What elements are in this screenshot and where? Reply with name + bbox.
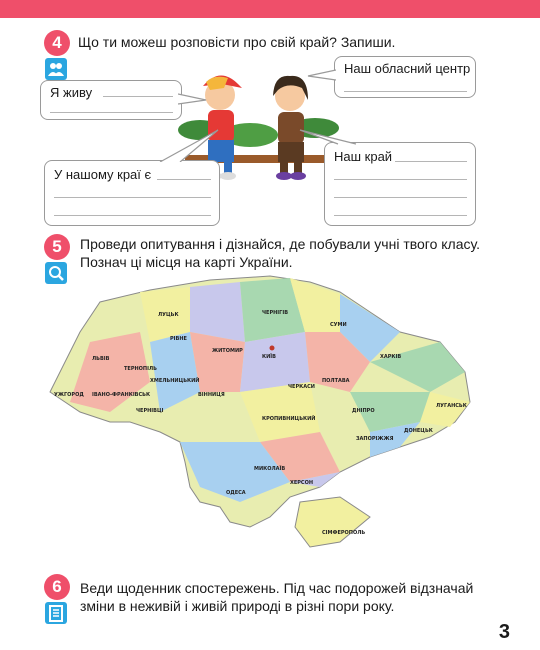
- top-color-bar: [0, 0, 540, 18]
- bubble-in-our-region-label: У нашому краї є: [54, 167, 152, 182]
- task-5-line-1: Проведи опитування і дізнайся, де побували учні твого класу.: [80, 236, 480, 252]
- map-label: КИЇВ: [262, 354, 276, 360]
- map-label: ЧЕРНІГІВ: [262, 310, 289, 316]
- map-label: ЛЬВІВ: [92, 356, 110, 362]
- map-label: ПОЛТАВА: [322, 378, 350, 384]
- map-label: ХМЕЛЬНИЦЬКИЙ: [150, 378, 200, 384]
- write-line: [334, 215, 467, 216]
- write-line: [334, 197, 467, 198]
- page-number: 3: [498, 621, 510, 643]
- bubble-i-live[interactable]: [40, 80, 182, 120]
- map-label: КРОПИВНИЦЬКИЙ: [262, 416, 316, 422]
- map-label: ЛУГАНСЬК: [436, 403, 467, 409]
- map-label: ОДЕСА: [226, 490, 246, 496]
- write-line: [54, 215, 211, 216]
- task-4-number: 4: [44, 30, 70, 56]
- map-label: ДОНЕЦЬК: [404, 428, 433, 434]
- bubble-tail: [306, 68, 336, 84]
- bubble-our-region[interactable]: [324, 142, 476, 226]
- write-line: [395, 161, 467, 162]
- write-line: [157, 179, 211, 180]
- task-6-line-1: Веди щоденник спостережень. Під час подорожей відзначай: [80, 580, 474, 596]
- map-label: ЖИТОМИР: [212, 348, 243, 354]
- task-5-number: 5: [44, 234, 70, 260]
- group-work-icon: [45, 58, 67, 80]
- write-line: [344, 91, 467, 92]
- map-label: СІМФЕРОПОЛЬ: [322, 530, 366, 536]
- map-label: РІВНЕ: [170, 336, 187, 342]
- map-label: СУМИ: [330, 322, 347, 328]
- map-label: ЧЕРНІВЦІ: [136, 408, 164, 414]
- bubble-tail: [150, 128, 220, 162]
- map-label: ІВАНО-ФРАНКІВСЬК: [92, 392, 151, 398]
- map-label: ХАРКІВ: [380, 354, 402, 360]
- map-label: УЖГОРОД: [54, 392, 84, 398]
- bubble-regional-center-label: Наш обласний центр: [344, 61, 471, 76]
- task-5-line-2: Познач ці місця на карті України.: [80, 254, 293, 270]
- map-label: МИКОЛАЇВ: [254, 466, 286, 472]
- bubble-tail: [178, 92, 208, 108]
- map-label: ЧЕРКАСИ: [288, 384, 315, 390]
- task-6-line-2: зміни в неживій і живій природі в різні пори року.: [80, 598, 395, 614]
- task-4-text: Що ти можеш розповісти про свій край? Запиши.: [78, 34, 396, 50]
- write-line: [334, 179, 467, 180]
- bubble-regional-center[interactable]: [334, 56, 476, 98]
- ukraine-map[interactable]: [40, 272, 480, 564]
- map-label: ЗАПОРІЖЖЯ: [356, 436, 394, 442]
- map-label: ТЕРНОПІЛЬ: [124, 366, 157, 372]
- bubble-tail: [298, 128, 358, 146]
- map-label: ХЕРСОН: [290, 480, 314, 486]
- write-line: [50, 112, 173, 113]
- map-label: ЛУЦЬК: [158, 312, 179, 318]
- notebook-icon: [45, 602, 67, 624]
- bubble-i-live-label: Я живу: [50, 85, 93, 100]
- bubble-in-our-region[interactable]: [44, 160, 220, 226]
- map-label: ВІННИЦЯ: [198, 392, 225, 398]
- write-line: [103, 96, 173, 97]
- map-label: ДНІПРО: [352, 408, 375, 414]
- write-line: [54, 197, 211, 198]
- bubble-our-region-label: Наш край: [334, 149, 393, 164]
- task-6-number: 6: [44, 574, 70, 600]
